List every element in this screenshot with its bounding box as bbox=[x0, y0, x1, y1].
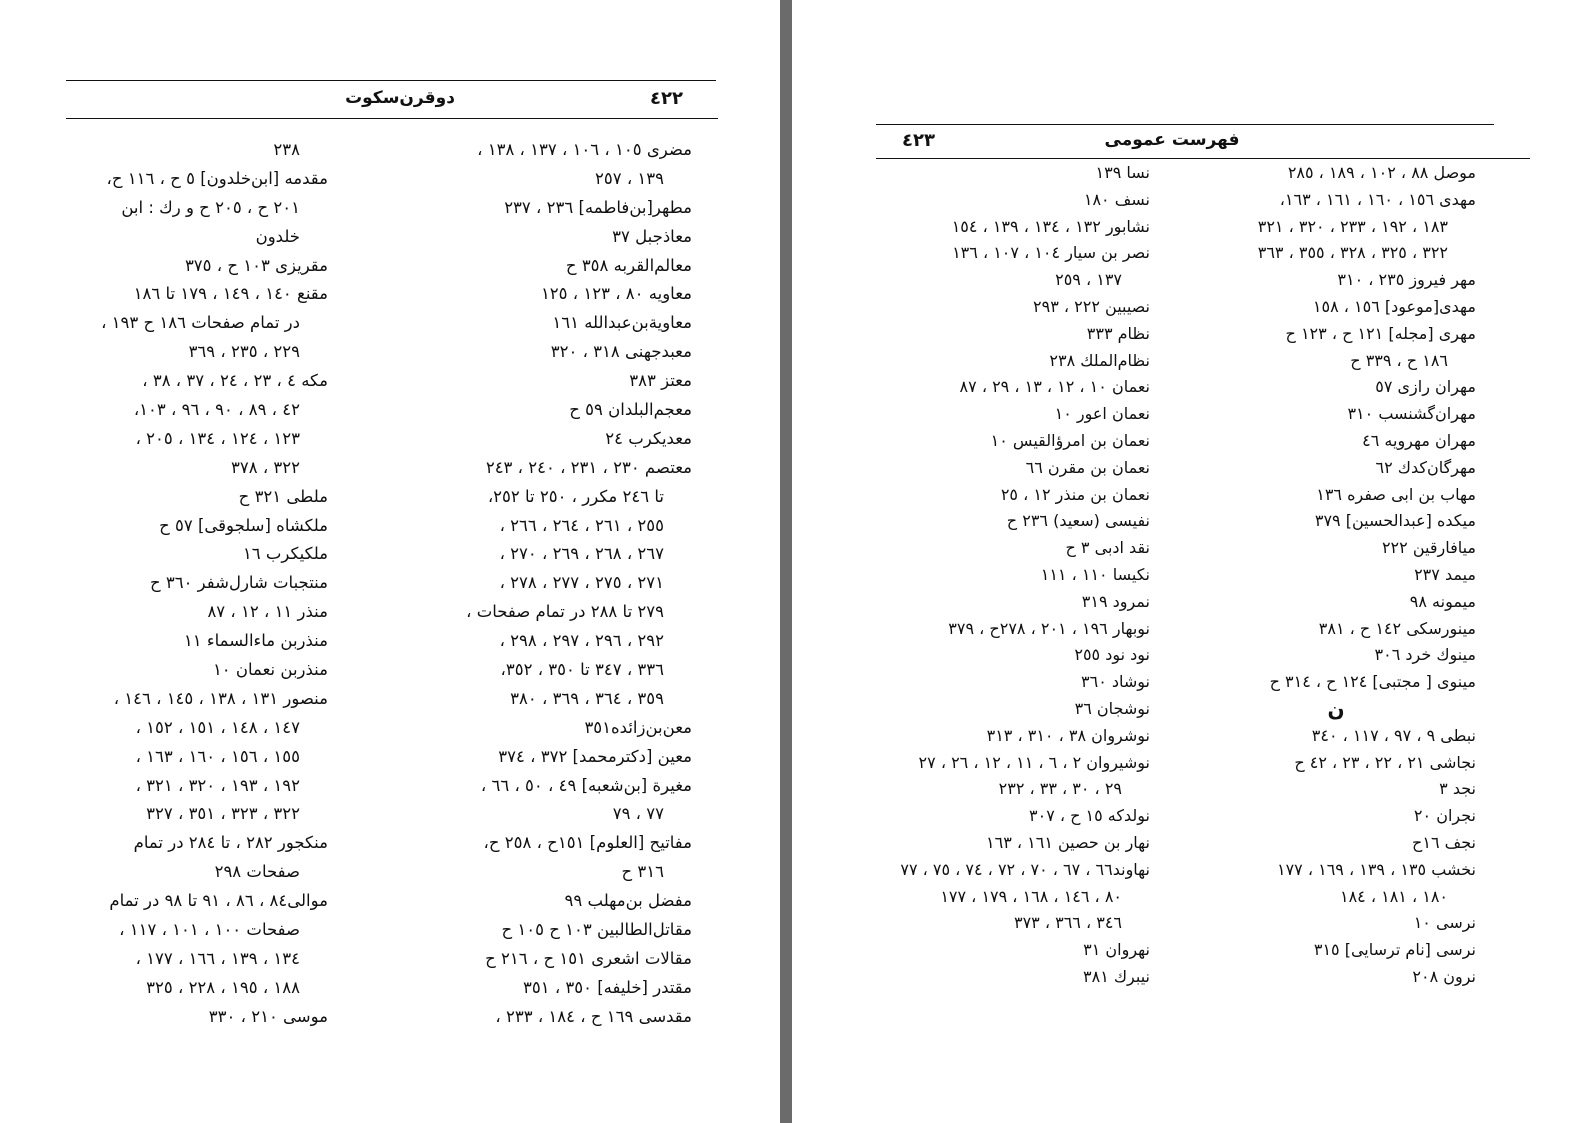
index-entry: نجف ١٦ح bbox=[1412, 832, 1476, 852]
index-entry-continuation: ٢٢٩ ، ٢٣٥ ، ٣٦٩ bbox=[188, 342, 300, 362]
header-bottom-rule bbox=[876, 158, 1530, 159]
index-entry: نبطی ٩ ، ٩٧ ، ١١٧ ، ٣٤٠ bbox=[1311, 725, 1476, 745]
index-entry: نشابور ١٣٢ ، ١٣٤ ، ١٣٩ ، ١٥٤ bbox=[951, 216, 1150, 236]
index-entry-continuation: ٣٣٦ ، ٣٤٧ تا ٣٥٠ ، ٣٥٢، bbox=[500, 660, 664, 680]
index-entry: میافارقین ٢٢٢ bbox=[1381, 538, 1476, 558]
section-letter: ن bbox=[1327, 696, 1345, 721]
index-entry: منصور ١٣١ ، ١٣٨ ، ١٤٥ ، ١٤٦ ، bbox=[113, 688, 328, 708]
index-entry: نعمان اعور ١٠ bbox=[1054, 404, 1150, 424]
index-entry-continuation: ١٩٢ ، ١٩٣ ، ٣٢٠ ، ٣٢١ ، bbox=[135, 775, 300, 795]
index-entry: معتصم ٢٣٠ ، ٢٣١ ، ٢٤٠ ، ٢٤٣ bbox=[485, 457, 692, 477]
index-entry-continuation: ١٣٩ ، ٢٥٧ bbox=[594, 168, 664, 188]
index-entry-continuation: ٣٢٢ ، ٣٢٥ ، ٣٢٨ ، ٣٥٥ ، ٣٦٣ bbox=[1257, 243, 1448, 263]
index-entry: معاذجبل ٣٧ bbox=[612, 226, 692, 246]
index-entry: معاویة‌بن‌عبدالله ١٦١ bbox=[552, 313, 692, 333]
index-entry: مهر فیروز ٢٣٥ ، ٣١٠ bbox=[1337, 270, 1476, 290]
index-entry: معدیکرب ٢٤ bbox=[605, 428, 692, 448]
index-entry: نظام‌الملك ٢٣٨ bbox=[1049, 350, 1150, 370]
index-entry: نیبرك ٣٨١ bbox=[1083, 966, 1150, 986]
index-entry-continuation: ١٥٥ ، ١٥٦ ، ١٦٠ ، ١٦٣ ، bbox=[135, 746, 300, 766]
index-entry: معاویه ٨٠ ، ١٢٣ ، ١٢٥ bbox=[540, 284, 692, 304]
index-entry: نکیسا ١١٠ ، ١١١ bbox=[1040, 564, 1150, 584]
index-entry: مینوی [ مجتبی] ١٢٤ ح ، ٣١٤ ح bbox=[1269, 672, 1476, 692]
index-entry: مهران رازی ٥٧ bbox=[1375, 377, 1476, 397]
index-entry: مهران مهرویه ٤٦ bbox=[1362, 430, 1476, 450]
index-entry: مقالات اشعری ١٥١ ح ، ٢١٦ ح bbox=[485, 948, 692, 968]
index-entry: نولدکه ١٥ ح ، ٣٠٧ bbox=[1029, 806, 1150, 826]
index-entry-continuation: ١٨٣ ، ١٩٢ ، ٢٣٣ ، ٣٢٠ ، ٣٢١ bbox=[1257, 216, 1448, 236]
index-entry: معتز ٣٨٣ bbox=[629, 371, 692, 391]
index-entry: مهدی[موعود] ١٥٦ ، ١٥٨ bbox=[1312, 296, 1476, 316]
index-entry-continuation: ٢٧٩ تا ٢٨٨ در تمام صفحات ، bbox=[466, 602, 664, 622]
index-entry-continuation: ٢٩٢ ، ٢٩٦ ، ٢٩٧ ، ٢٩٨ ، bbox=[499, 631, 664, 651]
index-column-left bbox=[40, 136, 328, 1032]
index-entry-continuation: ١٢٣ ، ١٢٤ ، ١٣٤ ، ٢٠٥ ، bbox=[135, 428, 300, 448]
index-entry: نعمان بن مقرن ٦٦ bbox=[1025, 457, 1150, 477]
index-entry: ملکیکرب ١٦ bbox=[242, 544, 328, 564]
index-column-right bbox=[380, 136, 692, 1032]
index-entry: موصل ٨٨ ، ١٠٢ ، ١٨٩ ، ٢٨٥ bbox=[1287, 163, 1476, 182]
index-entry: نسا ١٣٩ bbox=[1095, 163, 1150, 182]
index-entry: نجران ٢٠ bbox=[1413, 806, 1476, 826]
index-entry: میکده [عبدالحسین] ٣٧٩ bbox=[1314, 511, 1476, 531]
index-entry-continuation: ٨٠ ، ١٤٦ ، ١٦٨ ، ١٧٩ ، ١٧٧ bbox=[940, 886, 1122, 906]
index-entry-continuation: ١٨٨ ، ١٩٥ ، ٢٢٨ ، ٣٢٥ bbox=[146, 977, 300, 997]
index-entry: نصر بن سیار ١٠٤ ، ١٠٧ ، ١٣٦ bbox=[952, 243, 1150, 263]
index-entry-continuation: ٢٧١ ، ٢٧٥ ، ٢٧٧ ، ٢٧٨ ، bbox=[499, 573, 664, 593]
index-entry: مکه ٤ ، ٢٣ ، ٢٤ ، ٣٧ ، ٣٨ ، bbox=[142, 371, 328, 391]
index-entry: مینورسکی ١٤٢ ح ، ٣٨١ bbox=[1318, 618, 1476, 638]
index-entry: موسی ٢١٠ ، ٣٣٠ bbox=[208, 1006, 328, 1026]
left-page bbox=[0, 0, 780, 1123]
index-entry-continuation: ١٨٠ ، ١٨١ ، ١٨٤ bbox=[1339, 886, 1448, 906]
index-entry: نود نود ٢٥٥ bbox=[1074, 645, 1150, 665]
index-entry: نجد ٣ bbox=[1439, 779, 1476, 799]
index-entry: منذربن ماءالسماء ١١ bbox=[183, 631, 328, 651]
index-entry: منکجور ٢٨٢ ، تا ٢٨٤ در تمام bbox=[133, 833, 328, 853]
index-entry: مهری [مجله] ١٢١ ح ، ١٢٣ ح bbox=[1285, 323, 1476, 343]
index-column-right bbox=[1196, 160, 1476, 991]
index-entry: معن‌بن‌زائده٣٥١ bbox=[584, 717, 692, 737]
index-entry: میمد ٢٣٧ bbox=[1414, 564, 1476, 584]
index-entry-continuation: ١٤٧ ، ١٤٨ ، ١٥١ ، ١٥٢ ، bbox=[135, 717, 300, 737]
index-entry: نهاوند٦٦ ، ٦٧ ، ٧٠ ، ٧٢ ، ٧٤ ، ٧٥ ، ٧٧ bbox=[900, 859, 1150, 879]
index-entry: نوشروان ٣٨ ، ٣١٠ ، ٣١٣ bbox=[986, 725, 1150, 745]
header-bottom-rule bbox=[66, 118, 718, 119]
index-entry-continuation: ٣١٦ ح bbox=[621, 862, 664, 882]
header-top-rule bbox=[876, 124, 1494, 125]
index-entry: مغیرة [بن‌شعبه] ٤٩ ، ٥٠ ، ٦٦ ، bbox=[480, 775, 692, 795]
index-entry-continuation: ٢٣٨ bbox=[273, 140, 300, 159]
index-entry: نوشیروان ٢ ، ٦ ، ١١ ، ١٢ ، ٢٦ ، ٢٧ bbox=[918, 752, 1150, 772]
index-entry-continuation: خلدون bbox=[255, 226, 300, 246]
index-entry: منذر ١١ ، ١٢ ، ٨٧ bbox=[207, 602, 328, 622]
index-entry: مقدمه [ابن‌خلدون] ٥ ح ، ١١٦ ح، bbox=[106, 168, 328, 188]
index-entry: مطهر[بن‌فاطمه] ٢٣٦ ، ٢٣٧ bbox=[504, 197, 692, 217]
index-entry: نفیسی (سعید) ٢٣٦ ح bbox=[1006, 511, 1150, 531]
index-entry: مفضل بن‌مهلب ٩٩ bbox=[564, 891, 692, 911]
index-entry-continuation: ٢٥٥ ، ٢٦١ ، ٢٦٤ ، ٢٦٦ ، bbox=[499, 515, 664, 535]
header-top-rule bbox=[66, 80, 716, 81]
index-entry: میمونه ٩٨ bbox=[1409, 591, 1476, 611]
index-entry: مضری ١٠٥ ، ١٠٦ ، ١٣٧ ، ١٣٨ ، bbox=[477, 140, 692, 159]
index-entry: نعمان بن امرؤالقیس ١٠ bbox=[990, 430, 1150, 450]
index-entry: مهدی ١٥٦ ، ١٦٠ ، ١٦١ ، ١٦٣، bbox=[1279, 189, 1476, 209]
running-title: دوقرن‌سکوت bbox=[345, 88, 455, 108]
index-entry: مقنع ١٤٠ ، ١٤٩ ، ١٧٩ تا ١٨٦ bbox=[133, 284, 328, 304]
index-entry: مینوك خرد ٣٠٦ bbox=[1374, 645, 1476, 665]
index-entry: نوشاد ٣٦٠ bbox=[1081, 672, 1150, 692]
index-column-left bbox=[882, 160, 1150, 991]
index-entry-continuation: ٧٧ ، ٧٩ bbox=[612, 804, 664, 824]
index-entry: نوشجان ٣٦ bbox=[1074, 698, 1150, 718]
index-entry-continuation: صفحات ٢٩٨ bbox=[214, 862, 300, 882]
index-entry: مفاتیح [العلوم] ١٥١ح ، ٢٥٨ ح، bbox=[483, 833, 692, 853]
index-entry-continuation: ٢٠١ ح ، ٢٠٥ ح و رك : ابن bbox=[121, 197, 300, 217]
index-entry: نمرود ٣١٩ bbox=[1081, 591, 1150, 611]
index-entry-continuation: ١٣٧ ، ٢٥٩ bbox=[1055, 270, 1122, 290]
index-entry: نهار بن حصین ١٦١ ، ١٦٣ bbox=[986, 832, 1150, 852]
index-entry: مقدسی ١٦٩ ح ، ١٨٤ ، ٢٣٣ ، bbox=[495, 1006, 692, 1026]
index-entry-continuation: ٤٢ ، ٨٩ ، ٩٠ ، ٩٦ ، ١٠٣، bbox=[133, 400, 300, 420]
index-entry: مهران‌گشنسب ٣١٠ bbox=[1347, 404, 1476, 424]
index-entry: معجم‌البلدان ٥٩ ح bbox=[569, 400, 692, 420]
index-entry: موالی٨٤ ، ٨٦ ، ٩١ تا ٩٨ در تمام bbox=[109, 891, 328, 911]
index-entry: ملکشاه [سلجوقی] ٥٧ ح bbox=[159, 515, 328, 535]
index-entry-continuation: ٣٤٦ ، ٣٦٦ ، ٣٧٣ bbox=[1013, 913, 1122, 933]
index-entry: نظام ٣٣٣ bbox=[1086, 323, 1150, 343]
page-number: ٤٢٢ bbox=[650, 88, 683, 109]
index-entry: نجاشی ٢١ ، ٢٢ ، ٢٣ ، ٤٢ ح bbox=[1294, 752, 1476, 772]
index-entry: مهاب بن ابی صفره ١٣٦ bbox=[1316, 484, 1476, 504]
index-entry: مهرگان‌کدك ٦٢ bbox=[1375, 457, 1476, 477]
index-entry-continuation: ١٨٦ ح ، ٣٣٩ ح bbox=[1350, 350, 1448, 370]
index-entry-continuation: در تمام صفحات ١٨٦ ح ١٩٣ ، bbox=[101, 313, 300, 333]
running-title: فهرست عمومی bbox=[1104, 130, 1240, 150]
index-entry: نوبهار ١٩٦ ، ٢٠١ ، ٢٧٨ح ، ٣٧٩ bbox=[948, 618, 1150, 638]
index-entry-continuation: تا ٢٤٦ مکرر ، ٢٥٠ تا ٢٥٢، bbox=[487, 486, 664, 506]
index-entry: نعمان بن منذر ١٢ ، ٢٥ bbox=[1000, 484, 1150, 504]
index-entry: نخشب ١٣٥ ، ١٣٩ ، ١٦٩ ، ١٧٧ bbox=[1276, 859, 1476, 879]
index-entry-continuation: ٣٥٩ ، ٣٦٤ ، ٣٦٩ ، ٣٨٠ bbox=[510, 688, 664, 708]
index-entry: نعمان ١٠ ، ١٢ ، ١٣ ، ٢٩ ، ٨٧ bbox=[959, 377, 1150, 397]
index-entry: مقریزی ١٠٣ ح ، ٣٧٥ bbox=[184, 255, 328, 275]
index-entry-continuation: ٢٦٧ ، ٢٦٨ ، ٢٦٩ ، ٢٧٠ ، bbox=[499, 544, 664, 564]
book-gutter bbox=[780, 0, 792, 1123]
index-entry-continuation: ٣٢٢ ، ٣٢٣ ، ٣٥١ ، ٣٢٧ bbox=[146, 804, 300, 824]
right-page bbox=[792, 0, 1570, 1123]
index-entry: منتجبات شارل‌شفر ٣٦٠ ح bbox=[149, 573, 328, 593]
index-entry: منذربن نعمان ١٠ bbox=[212, 660, 328, 680]
index-entry: نسف ١٨٠ bbox=[1083, 189, 1150, 209]
index-entry-continuation: ٣٢٢ ، ٣٧٨ bbox=[230, 457, 300, 477]
index-entry: نصیبین ٢٢٢ ، ٢٩٣ bbox=[1033, 296, 1150, 316]
index-entry: ملطی ٣٢١ ح bbox=[238, 486, 328, 506]
index-entry-continuation: ٢٩ ، ٣٠ ، ٣٣ ، ٢٣٢ bbox=[998, 779, 1122, 799]
index-entry: مقتدر [خلیفه] ٣٥٠ ، ٣٥١ bbox=[522, 977, 692, 997]
index-entry: نرون ٢٠٨ bbox=[1412, 966, 1476, 986]
index-entry-continuation: ١٣٤ ، ١٣٩ ، ١٦٦ ، ١٧٧ ، bbox=[135, 948, 300, 968]
index-entry: نرسی [نام ترسایی] ٣١٥ bbox=[1313, 940, 1476, 960]
index-entry: معالم‌القربه ٣٥٨ ح bbox=[565, 255, 692, 275]
index-entry: نرسی ١٠ bbox=[1413, 913, 1476, 933]
index-entry: معبدجهنی ٣١٨ ، ٣٢٠ bbox=[550, 342, 692, 362]
index-entry: نهروان ٣١ bbox=[1083, 940, 1150, 960]
index-entry: معین [دکترمحمد] ٣٧٢ ، ٣٧٤ bbox=[498, 746, 692, 766]
page-number: ٤٢٣ bbox=[902, 130, 935, 151]
index-entry-continuation: صفحات ١٠٠ ، ١٠١ ، ١١٧ ، bbox=[119, 920, 300, 940]
index-entry: نقد ادبی ٣ ح bbox=[1065, 538, 1150, 558]
index-entry: مقاتل‌الطالبین ١٠٣ ح ١٠٥ ح bbox=[501, 920, 692, 940]
